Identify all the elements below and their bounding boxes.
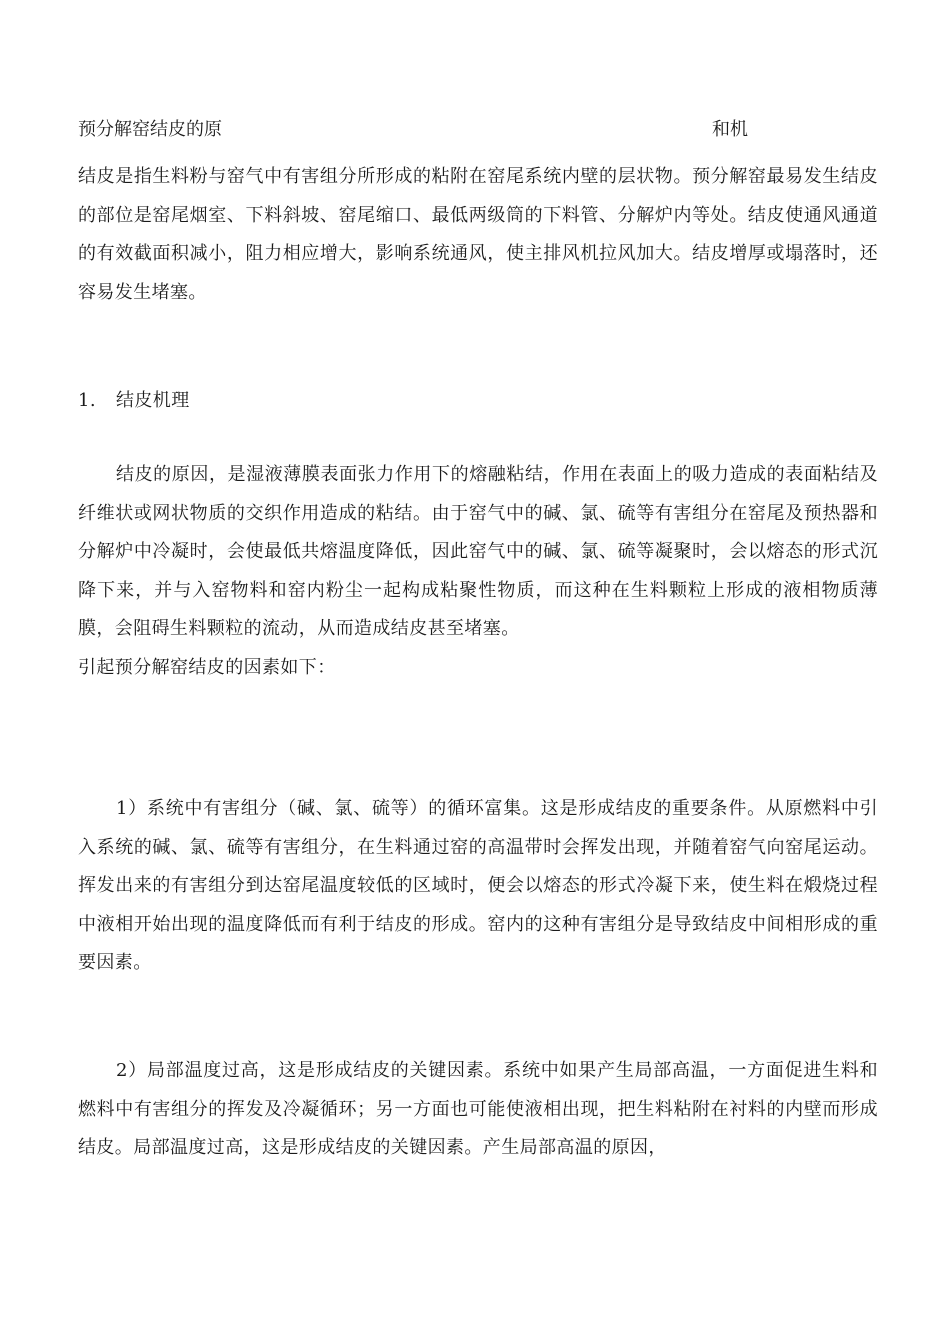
title-left-text: 预分解窑结皮的原 <box>78 119 222 140</box>
section-heading <box>78 382 878 421</box>
document-title <box>78 115 878 145</box>
intro-paragraph: 结皮是指生料粉与窑气中有害组分所形成的粘附在窑尾系统内壁的层状物。预分解窑最易发生结皮的部位是窑尾烟室、下料斜坡、窑尾缩口、最低两级筒的下料管、分解炉内等处。结皮使通风通道的有效截面积减小，阻力相应增大，影响系统通风，使主排风机拉风加大。结皮增厚或塌落时，还容易发生堵塞。 <box>78 166 878 303</box>
section-number: 1. <box>78 390 96 411</box>
mechanism-block <box>78 456 878 687</box>
factor-2-paragraph: 2）局部温度过高，这是形成结皮的关键因素。系统中如果产生局部高温，一方面促进生料和燃料中有害组分的挥发及冷凝循环；另一方面也可能使液相出现，把生料粘附在衬料的内壁而形成结皮。局部温度过高，这是形成结皮的关键因素。产生局部高温的原因， <box>78 1060 878 1158</box>
title-right-text: 和机 <box>712 119 748 140</box>
mechanism-paragraph: 结皮的原因，是湿液薄膜表面张力作用下的熔融粘结，作用在表面上的吸力造成的表面粘结及纤维状或网状物质的交织作用造成的粘结。由于窑气中的碱、氯、硫等有害组分在窑尾及预热器和分解炉中冷凝时，会使最低共熔温度降低，因此窑气中的碱、氯、硫等凝聚时，会以熔态的形式沉降下来，并与入窑物料和窑内粉尘一起构成粘聚性物质，而这种在生料颗粒上形成的液相物质薄膜，会阻碍生料颗粒的流动，从而造成结皮甚至堵塞。 <box>78 464 878 639</box>
factors-intro-line: 引起预分解窑结皮的因素如下： <box>78 656 336 678</box>
section-title: 结皮机理 <box>116 390 190 411</box>
factor-1-paragraph: 1）系统中有害组分（碱、氯、硫等）的循环富集。这是形成结皮的重要条件。从原燃料中引入系统的碱、氯、硫等有害组分，在生料通过窑的高温带时会挥发出现，并随着窑气向窑尾运动。挥发出来的有害组分到达窑尾温度较低的区域时，便会以熔态的形式冷凝下来，使生料在煅烧过程中液相开始出现的温度降低而有利于结皮的形成。窑内的这种有害组分是导致结皮中间相形成的重要因素。 <box>78 798 878 973</box>
